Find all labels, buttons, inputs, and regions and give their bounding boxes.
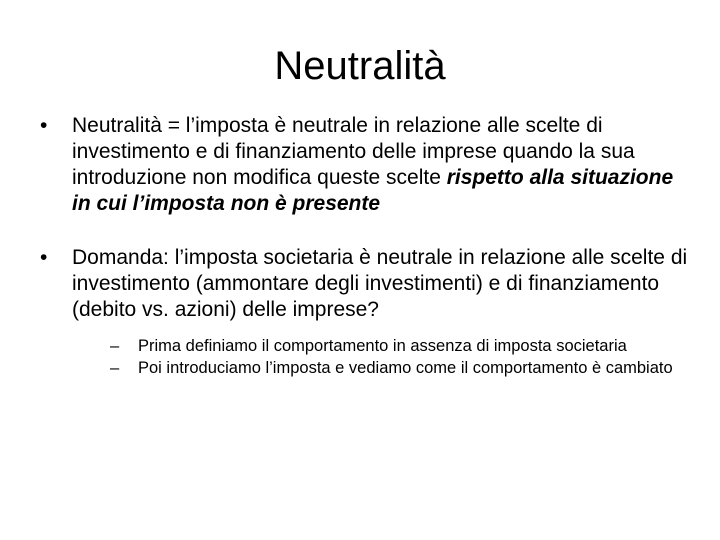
subbullet-marker: –	[110, 359, 120, 377]
subbullet-text: Poi introduciamo l’imposta e vediamo come il comportamento è cambiato	[138, 359, 673, 377]
subbullet-marker: –	[110, 337, 120, 355]
subbullet-list	[72, 335, 696, 379]
bullet-text: Domanda: l’imposta societaria è neutrale in relazione alle scelte di investimento (ammontare degli investimenti) e di finanziamento (debito vs. azioni) delle imprese?	[72, 246, 688, 321]
bullet-marker: •	[40, 246, 48, 269]
bullet-text: Neutralità = l’imposta è neutrale in relazione alle scelte di investimento e di finanziamento delle imprese quando la sua introduzione non modifica queste scelte	[72, 114, 635, 189]
slide-title: Neutralità	[274, 44, 446, 88]
subbullet-prima	[72, 335, 696, 357]
slide-body	[36, 113, 696, 407]
subbullet-text: Prima definiamo il comportamento in assenza di imposta societaria	[138, 337, 627, 355]
bullet-domanda	[36, 245, 696, 379]
bullet-marker: •	[40, 114, 48, 137]
subbullet-poi	[72, 357, 696, 379]
bullet-emphasis: rispetto alla situazione in cui l’imposta non è presente	[72, 166, 674, 215]
bullet-neutralita	[36, 113, 696, 217]
